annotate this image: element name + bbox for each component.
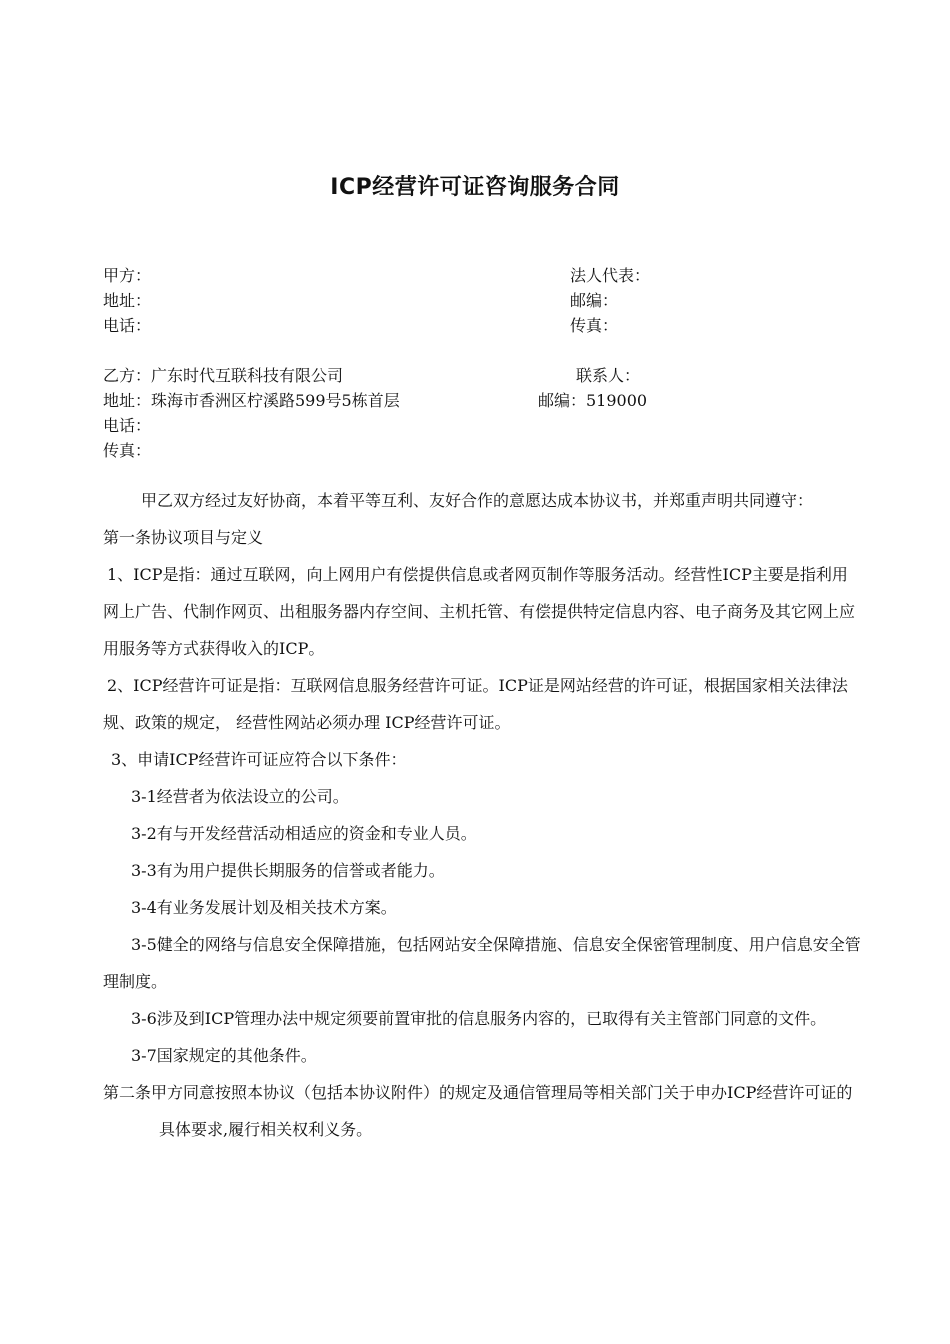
party-b-phone-label: 电话： [103, 416, 152, 435]
article-1-item-2: 2、ICP经营许可证是指：互联网信息服务经营许可证。ICP证是网站经营的许可证，根据国家相关法律法规、政策的规定， 经营性网站必须办理 ICP经营许可证。 [103, 676, 848, 732]
party-a-name-label: 甲方： [103, 266, 152, 285]
condition-item: 3-3有为用户提供长期服务的信誉或者能力。 [131, 861, 445, 880]
article-2: 第二条甲方同意按照本协议（包括本协议附件）的规定及通信管理局等相关部门关于申办ICP经营许可证的具体要求,履行相关权利义务。 [103, 1083, 853, 1139]
document-title: ICP经营许可证咨询服务合同 [330, 175, 620, 200]
condition-item: 3-2有与开发经营活动相适应的资金和专业人员。 [131, 824, 477, 843]
condition-item: 3-5健全的网络与信息安全保障措施，包括网站安全保障措施、信息安全保密管理制度、用户信息安全管理制度。 [103, 935, 861, 991]
preamble: 甲乙双方经过友好协商，本着平等互利、友好合作的意愿达成本协议书，并郑重声明共同遵守： [141, 491, 814, 510]
condition-item: 3-1经营者为依法设立的公司。 [131, 787, 349, 806]
party-a-postcode-label: 邮编： [570, 291, 619, 310]
condition-item: 3-7国家规定的其他条件。 [131, 1046, 317, 1065]
contract-body [103, 482, 863, 1148]
party-b-contact-label: 联系人： [576, 366, 641, 385]
party-a-address-label: 地址： [103, 291, 152, 310]
party-a-phone-label: 电话： [103, 316, 152, 335]
party-b-name: 乙方：广东时代互联科技有限公司 [103, 366, 344, 385]
party-b-address: 地址：珠海市香洲区柠溪路599号5栋首层 [103, 391, 400, 410]
party-a-legal-rep-label: 法人代表： [570, 266, 651, 285]
article-1-heading: 第一条协议项目与定义 [103, 528, 264, 547]
party-b-fax-label: 传真： [103, 441, 152, 460]
article-1-item-1: 1、ICP是指：通过互联网，向上网用户有偿提供信息或者网页制作等服务活动。经营性ICP主要是指利用网上广告、代制作网页、出租服务器内存空间、主机托管、有偿提供特定信息内容、电子商务及其它网上应用服务等方式获得收入的ICP。 [103, 565, 856, 658]
condition-item: 3-4有业务发展计划及相关技术方案。 [131, 898, 397, 917]
condition-item: 3-6涉及到ICP管理办法中规定须要前置审批的信息服务内容的，已取得有关主管部门同意的文件。 [131, 1009, 827, 1028]
party-a-fax-label: 传真： [570, 316, 619, 335]
party-b-postcode: 邮编：519000 [538, 391, 648, 410]
article-1-item-3: 3、申请ICP经营许可证应符合以下条件： [111, 750, 407, 769]
